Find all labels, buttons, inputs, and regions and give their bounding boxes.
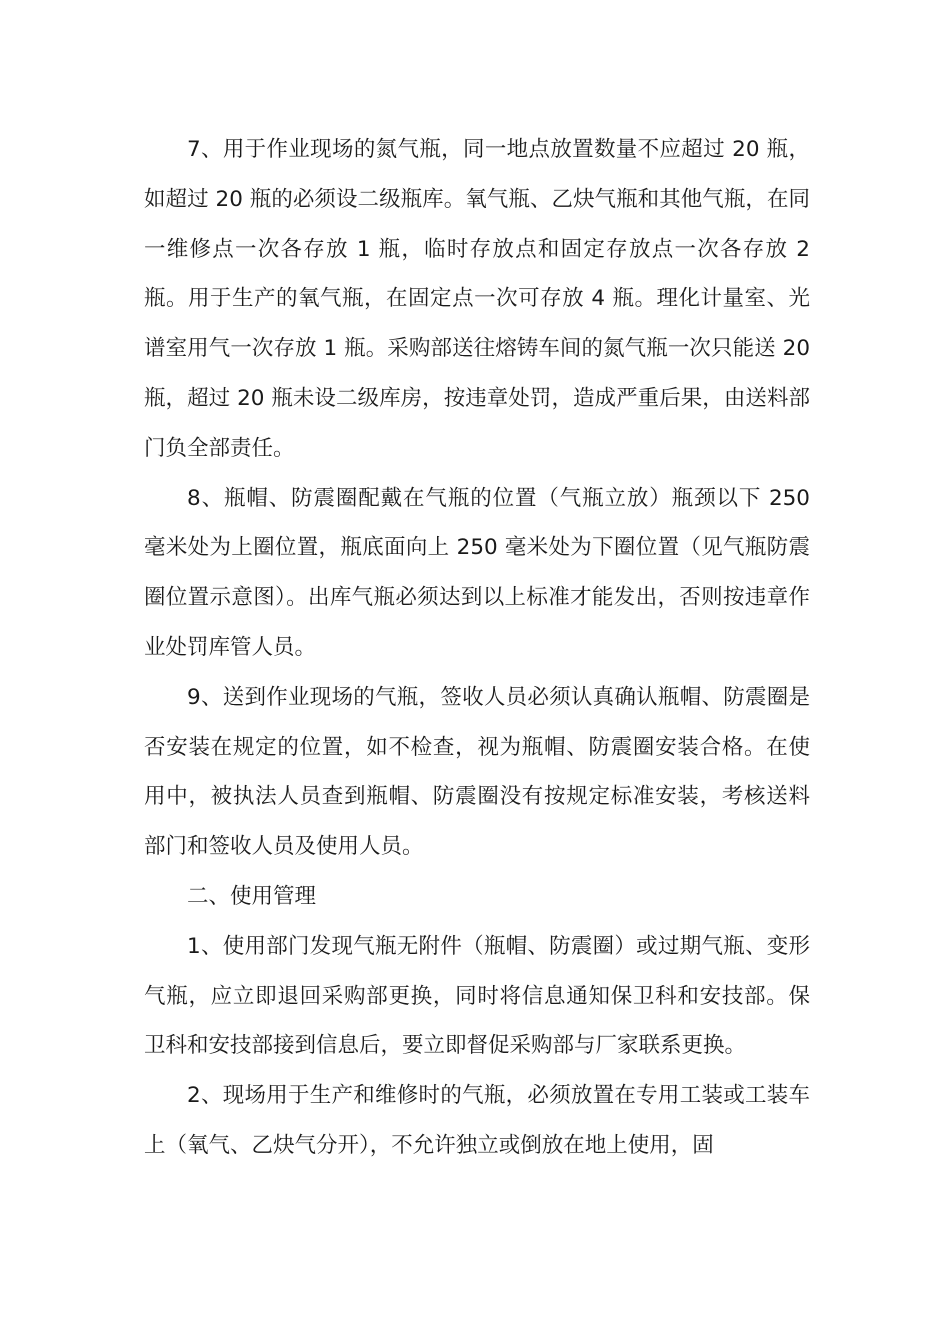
- paragraph-usage-1: 1、使用部门发现气瓶无附件（瓶帽、防震圈）或过期气瓶、变形气瓶，应立即退回采购部更换，同时将信息通知保卫科和安技部。保卫科和安技部接到信息后，要立即督促采购部与厂家联系更换。: [144, 933, 810, 1059]
- section-heading-usage-management: 二、使用管理: [187, 883, 317, 909]
- paragraph-item-7: 7、用于作业现场的氮气瓶，同一地点放置数量不应超过 20 瓶，如超过 20 瓶的必须设二级瓶库。氧气瓶、乙炔气瓶和其他气瓶，在同一维修点一次各存放 1 瓶，临时存放点和固定存放点一次各存放 2 瓶。用于生产的氧气瓶，在固定点一次可存放 4 瓶。理化计量室、光谱室用气一次存放 1 瓶。采购部送往熔铸车间的氮气瓶一次只能送 20 瓶，超过 20 瓶未设二级库房，按违章处罚，造成严重后果，由送料部门负全部责任。: [144, 137, 810, 461]
- paragraph-item-9: 9、送到作业现场的气瓶，签收人员必须认真确认瓶帽、防震圈是否安装在规定的位置，如不检查，视为瓶帽、防震圈安装合格。在使用中，被执法人员查到瓶帽、防震圈没有按规定标准安装，考核送料部门和签收人员及使用人员。: [144, 684, 810, 860]
- document-body: [144, 125, 810, 1171]
- paragraph-item-8: 8、瓶帽、防震圈配戴在气瓶的位置（气瓶立放）瓶颈以下 250 毫米处为上圈位置，瓶底面向上 250 毫米处为下圈位置（见气瓶防震圈位置示意图）。出库气瓶必须达到以上标准才能发出，否则按违章作业处罚库管人员。: [144, 485, 810, 660]
- paragraph-usage-2: 2、现场用于生产和维修时的气瓶，必须放置在专用工装或工装车上（氧气、乙炔气分开），不允许独立或倒放在地上使用，固: [144, 1083, 810, 1158]
